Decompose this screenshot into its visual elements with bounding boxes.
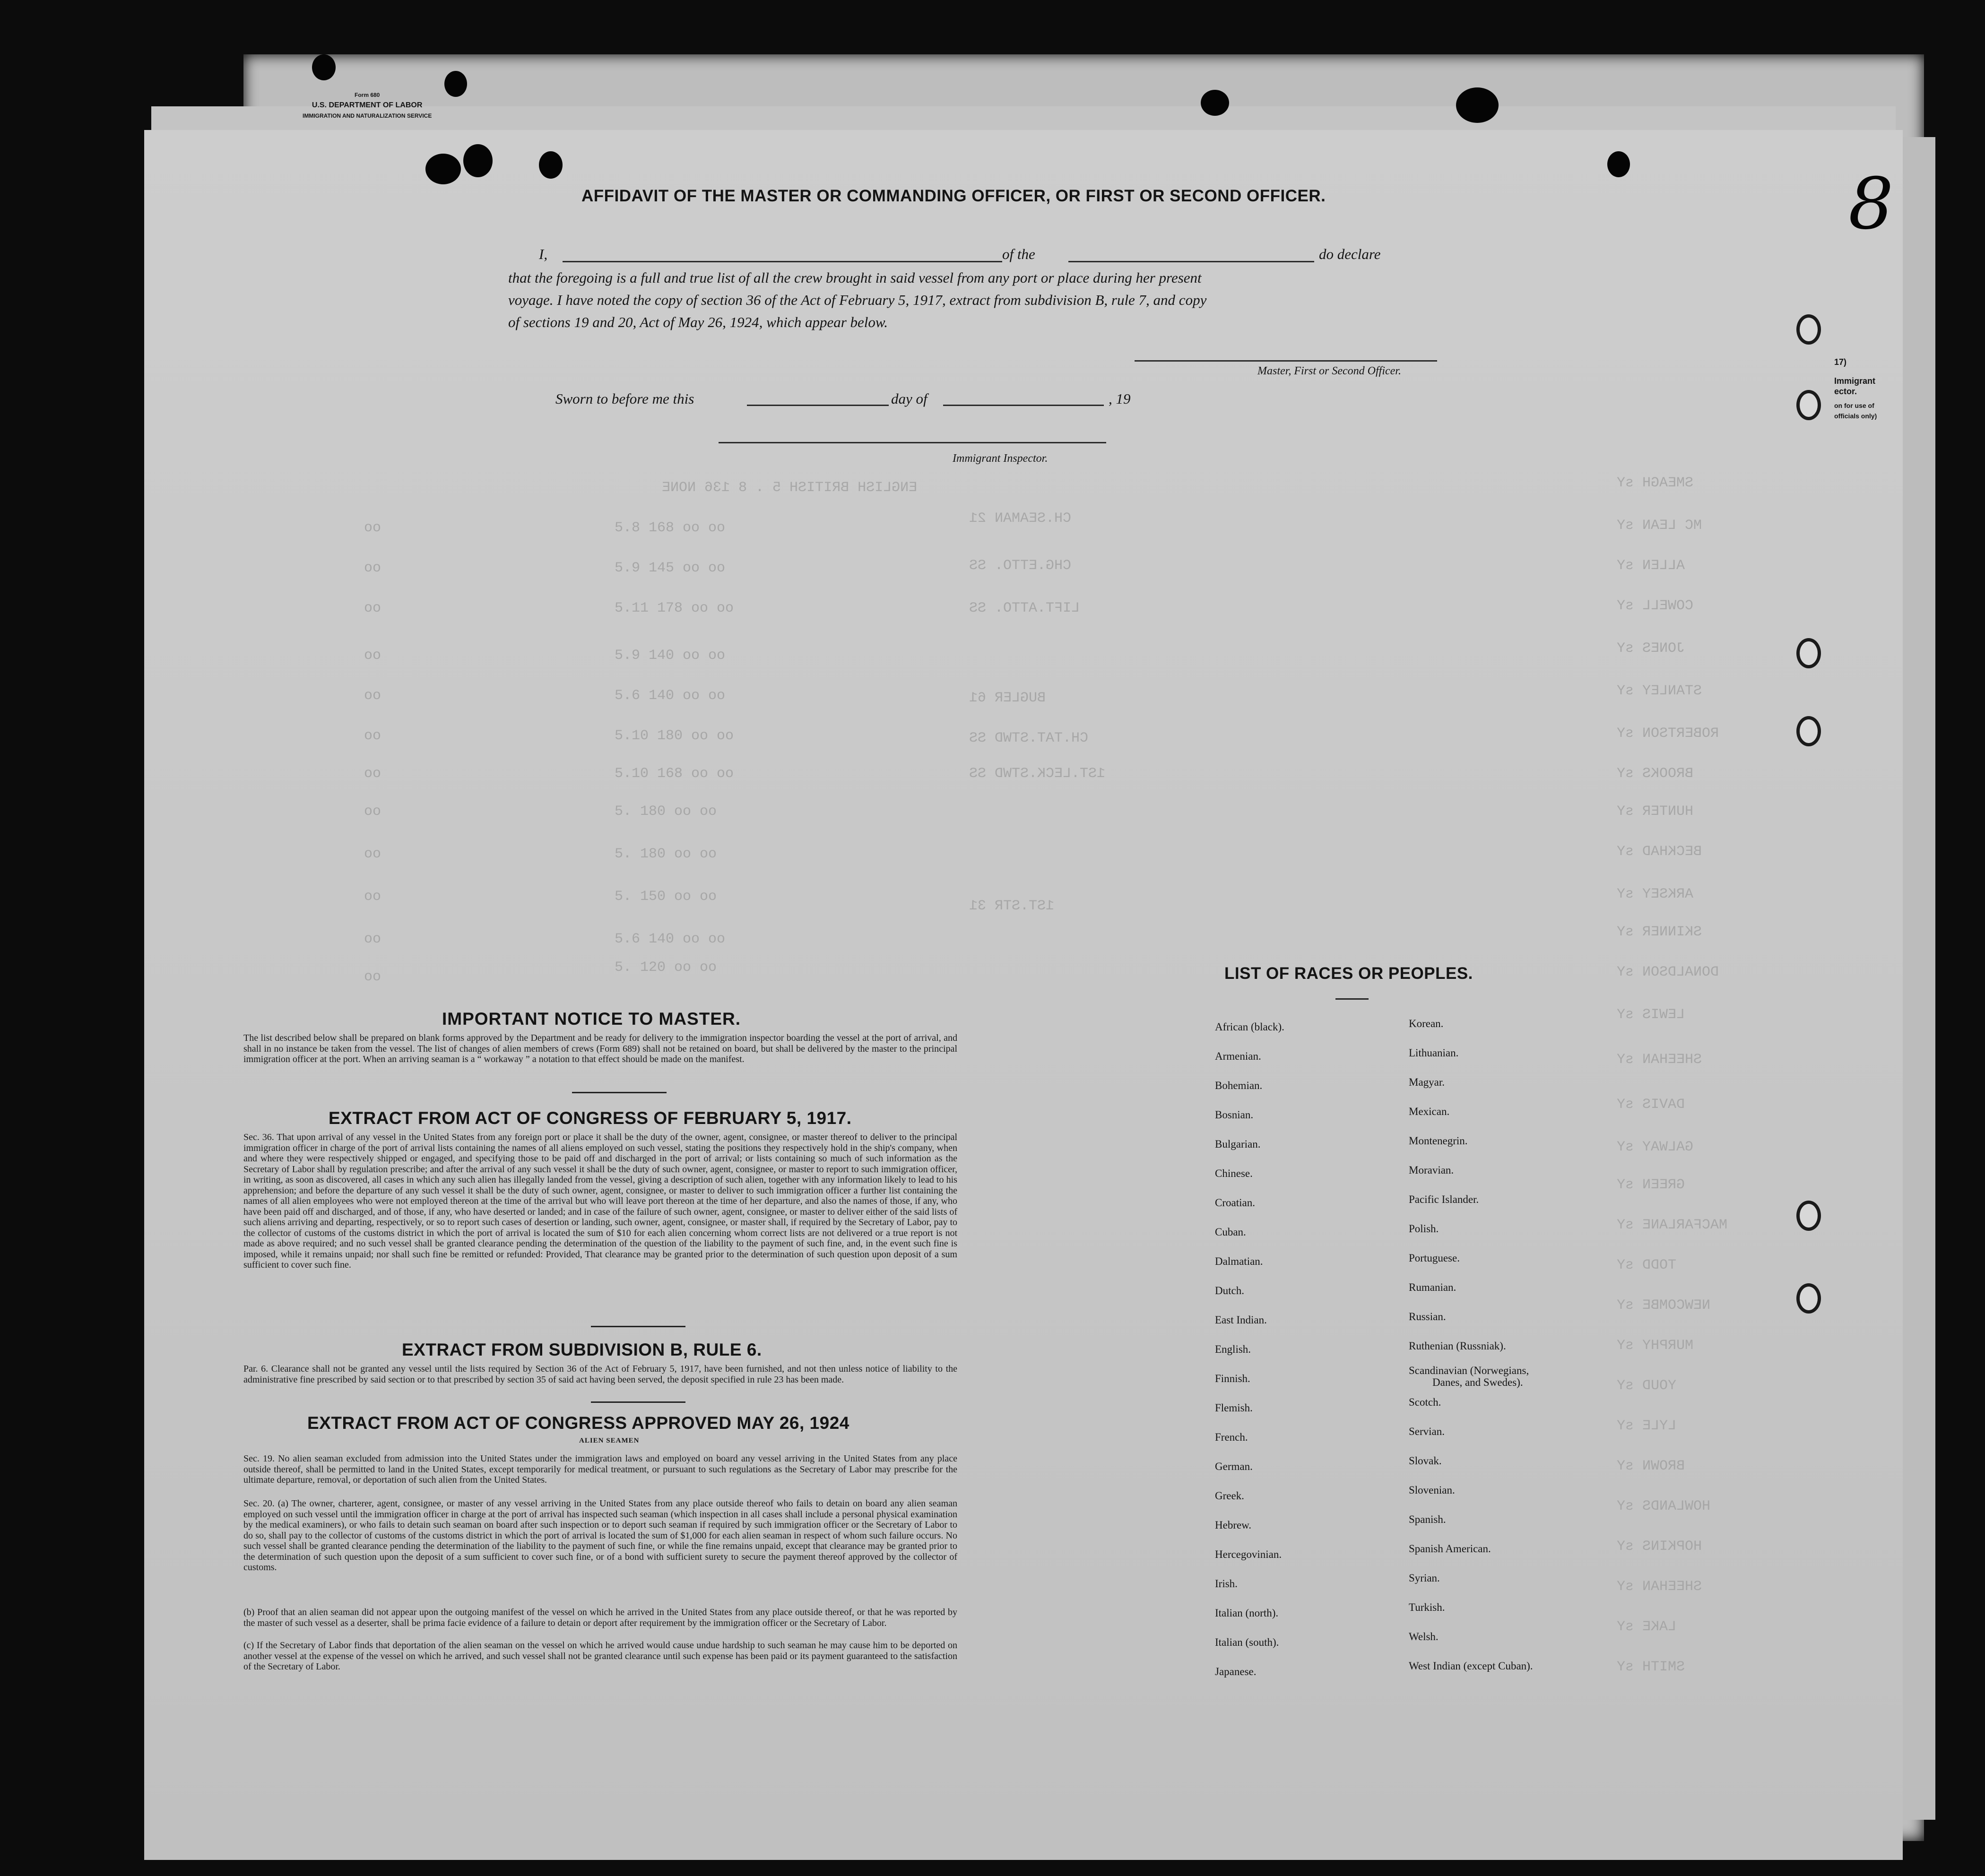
- race-item: Dutch.: [1215, 1285, 1244, 1297]
- race-item: Bosnian.: [1215, 1109, 1254, 1121]
- race-item: Rumanian.: [1409, 1281, 1456, 1293]
- punch-hole-icon: [1456, 87, 1499, 123]
- punch-hole-icon: [425, 154, 461, 184]
- race-item: Bohemian.: [1215, 1080, 1263, 1091]
- sec20c-text: (c) If the Secretary of Labor finds that deportation of the alien seaman on the vessel on which he arrived would cause undue hardship to such seaman he may cause him to be deported on another vessel at the expense of the vessel on which he arrived, and such vessel shall not be granted clearance until such expense has been paid or its payment guaranteed to the satisfaction of the Secretary of Labor.: [243, 1640, 957, 1672]
- punch-hole-icon: [444, 71, 467, 97]
- race-item-continuation: Danes, and Swedes).: [1432, 1376, 1523, 1388]
- punch-hole-icon: [1607, 151, 1630, 177]
- sec19-text: Sec. 19. No alien seaman excluded from admission into the United States under the immigration laws and employed on board any vessel arriving in the United States from any place outside thereof, shall be permitted to land in the United States, except temporarily for medical treatment, or pursuant to such regulations as the Secretary of Labor may prescribe for the ultimate departure, removal, or deportation of such alien from the United States.: [243, 1453, 957, 1485]
- race-item: French.: [1215, 1431, 1248, 1443]
- sec20b-text: (b) Proof that an alien seaman did not appear upon the outgoing manifest of the vessel on which he arrived in the United States from any place outside thereof, or that he was reported by the master of such vessel as a deserter, shall be prima facie evidence of a failure to detain or deport after requirement by the immigration officer or the Secretary of Labor.: [243, 1607, 957, 1628]
- race-item: Dalmatian.: [1215, 1255, 1263, 1267]
- punch-hole-icon: [463, 144, 493, 177]
- divider: [572, 1092, 667, 1093]
- page-number: 8: [1848, 163, 1894, 245]
- declare-prefix: I,: [539, 246, 548, 262]
- binder-ring-icon: [1796, 1201, 1821, 1231]
- extract-1924-subtitle: ALIEN SEAMEN: [579, 1437, 640, 1444]
- race-item: Italian (north).: [1215, 1607, 1279, 1619]
- form-header: [303, 90, 432, 121]
- race-item: Finnish.: [1215, 1373, 1250, 1384]
- affidavit-body-line: that the foregoing is a full and true list of all the crew brought in said vessel from any port or place during her present: [508, 269, 1202, 286]
- inspector-label: Immigrant Inspector.: [953, 452, 1048, 465]
- race-item: Ruthenian (Russniak).: [1409, 1340, 1506, 1352]
- extract-rule6-text: Par. 6. Clearance shall not be granted any vessel until the lists required by Section 36 of the Act of February 5, 1917, have been furnished, and not then unless notice of liability to the administrative fine prescribed by said section or to that prescribed by section 35 of said act having been served, the deposit specified in rule 23 has been made.: [243, 1364, 957, 1385]
- race-item: Turkish.: [1409, 1601, 1445, 1613]
- divider: [1335, 998, 1369, 1000]
- race-item: Irish.: [1215, 1578, 1238, 1590]
- divider: [591, 1401, 685, 1403]
- race-item: Hebrew.: [1215, 1519, 1252, 1531]
- race-item: Korean.: [1409, 1018, 1444, 1029]
- right-margin-line: 17): [1834, 357, 1847, 367]
- race-item: Servian.: [1409, 1426, 1445, 1437]
- race-item: Italian (south).: [1215, 1636, 1279, 1648]
- race-item: Cuban.: [1215, 1226, 1246, 1238]
- race-item: Welsh.: [1409, 1631, 1439, 1643]
- race-item: Japanese.: [1215, 1666, 1257, 1677]
- race-item: Polish.: [1409, 1223, 1439, 1235]
- sworn-day-line: [747, 405, 889, 406]
- binder-ring-icon: [1796, 314, 1821, 345]
- right-margin-line: on for use of: [1834, 402, 1874, 409]
- signature-label: Master, First or Second Officer.: [1257, 365, 1401, 377]
- race-item: Slovak.: [1409, 1455, 1442, 1467]
- sworn-year: , 19: [1109, 390, 1131, 407]
- binder-ring-icon: [1796, 1283, 1821, 1314]
- form-number: Form 680: [354, 92, 380, 98]
- punch-hole-icon: [312, 54, 336, 80]
- race-item: East Indian.: [1215, 1314, 1267, 1326]
- inspector-signature-line: [719, 442, 1106, 443]
- race-item: Armenian.: [1215, 1050, 1261, 1062]
- race-item: African (black).: [1215, 1021, 1284, 1033]
- vessel-name-line: [1068, 261, 1314, 262]
- race-item: Chinese.: [1215, 1167, 1253, 1179]
- race-item: German.: [1215, 1461, 1253, 1472]
- affidavit-body-line: voyage. I have noted the copy of section 36 of the Act of February 5, 1917, extract from subdivision B, rule 7, and copy: [508, 292, 1207, 308]
- race-item: Scandinavian (Norwegians,: [1409, 1365, 1529, 1376]
- race-item: Scotch.: [1409, 1396, 1441, 1408]
- declare-of-the: of the: [1002, 246, 1035, 262]
- important-notice-title: IMPORTANT NOTICE TO MASTER.: [442, 1009, 741, 1029]
- race-item: West Indian (except Cuban).: [1409, 1660, 1533, 1672]
- binder-ring-icon: [1796, 638, 1821, 668]
- sworn-month-line: [943, 405, 1104, 406]
- race-item: Portuguese.: [1409, 1252, 1460, 1264]
- race-item: Russian.: [1409, 1311, 1446, 1323]
- affidavit-title: AFFIDAVIT OF THE MASTER OR COMMANDING OFFICER, OR FIRST OR SECOND OFFICER.: [581, 187, 1326, 205]
- master-signature-line: [1135, 360, 1437, 362]
- right-margin-line: Immigrant: [1834, 376, 1876, 386]
- affidavit-body-line: of sections 19 and 20, Act of May 26, 1924, which appear below.: [508, 314, 888, 330]
- extract-1917-text: Sec. 36. That upon arrival of any vessel in the United States from any foreign port or place it shall be the duty of the owner, agent, consignee, or master thereof to deliver to the principal immigration officer in charge of the port of arrival lists containing the names of all aliens employed on such vessel, stating the positions they respectively hold in the ship's company, when and where they were respectively shipped or engaged, and specifying those to be paid off and discharged in the port of arrival; or lists containing so much of such information as the Secretary of Labor shall by regulation prescribe; and after the arrival of any such vessel it shall be the duty of such owner, agent, consignee, or master to report to such immigration officer, in writing, as soon as discovered, all cases in which any such alien has illegally landed from the vessel, giving a description of such alien, together with any information likely to lead to his apprehension; and before the departure of any such vessel it shall be the duty of such owner, agent, consignee, or master to deliver to such immigration officer a further list containing the names of all alien employees who were not employed thereon at the time of the arrival but who will leave port thereon at the time of her departure, and also the names of those, if any, who have been paid off and discharged, and of those, if any, who have deserted or landed; and in case of the failure of such owner, agent, consignee, or master to deliver either of the said lists of such aliens arriving and departing, respectively, or so to report such cases of desertion or landing, such owner, agent, consignee, or master shall, if required by the Secretary of Labor, pay to the collector of customs of the customs district in which the port of arrival is located the sum of $10 for each alien concerning whom correct lists are not delivered or a true report is not made as above required; and no such vessel shall be granted clearance pending the determination of the question of the liability to the payment of such fine, and, in the event such fine is imposed, while it remains unpaid; nor shall such fine be remitted or refunded: Provided, That clearance may be granted prior to the determination of such question upon deposit of a sum sufficient to cover such fine.: [243, 1132, 957, 1270]
- race-item: Syrian.: [1409, 1572, 1440, 1584]
- race-item: Croatian.: [1215, 1197, 1255, 1209]
- race-item: Pacific Islander.: [1409, 1193, 1479, 1205]
- race-item: Flemish.: [1215, 1402, 1253, 1414]
- race-item: English.: [1215, 1343, 1251, 1355]
- race-item: Lithuanian.: [1409, 1047, 1459, 1059]
- right-margin-line: officials only): [1834, 412, 1877, 420]
- right-margin-notes: [1834, 357, 1877, 421]
- master-name-line: [563, 261, 1002, 262]
- race-item: Spanish.: [1409, 1513, 1446, 1525]
- divider: [591, 1326, 685, 1327]
- extract-1924-title: EXTRACT FROM ACT OF CONGRESS APPROVED MAY 26, 1924: [307, 1413, 849, 1433]
- race-item: Moravian.: [1409, 1164, 1454, 1176]
- binder-ring-icon: [1796, 716, 1821, 746]
- races-title: LIST OF RACES OR PEOPLES.: [1224, 964, 1473, 983]
- important-notice-text: The list described below shall be prepared on blank forms approved by the Department and be ready for delivery to the immigration inspector boarding the vessel at the port of arrival, and shall in no instance be taken from the vessel. The list of changes of alien members of crews (Form 689) shall not be retained on board, but shall be delivered by the master to the principal immigration officer at the port. When an arriving seaman is a “ workaway ” a notation to that effect should be made on the manifest.: [243, 1033, 957, 1064]
- sworn-prefix: Sworn to before me this: [555, 390, 694, 407]
- main-sheet: [144, 130, 1903, 1860]
- race-item: Mexican.: [1409, 1106, 1450, 1117]
- punch-hole-icon: [1201, 90, 1229, 116]
- race-item: Bulgarian.: [1215, 1138, 1261, 1150]
- declare-suffix: do declare: [1319, 246, 1381, 262]
- race-item: Slovenian.: [1409, 1484, 1455, 1496]
- punch-hole-icon: [539, 151, 563, 179]
- race-item: Hercegovinian.: [1215, 1548, 1282, 1560]
- race-item: Spanish American.: [1409, 1543, 1491, 1555]
- race-item: Montenegrin.: [1409, 1135, 1468, 1147]
- race-item: Magyar.: [1409, 1076, 1445, 1088]
- extract-rule6-title: EXTRACT FROM SUBDIVISION B, RULE 6.: [402, 1340, 762, 1359]
- service-name: IMMIGRATION AND NATURALIZATION SERVICE: [303, 112, 432, 119]
- sec20a-text: Sec. 20. (a) The owner, charterer, agent, consignee, or master of any vessel arriving in the United States from any place outside thereof who fails to detain on board any alien seaman employed on such vessel until the immigration officer in charge at the port of arrival has inspected such seaman (which inspection in all cases shall include a personal physical examination by the medical examiners), or who fails to detain such seaman on board after such inspection or to deport such seaman if required by such immigration officer or the Secretary of Labor to do so, shall pay to the collector of customs of the customs district in which the port of arrival is located the sum of $1,000 for each alien seaman in respect of whom such failure occurs. No such vessel shall be granted clearance pending the determination of the liability to the payment of such fine, or while the fine remains unpaid, except that clearance may be granted prior to the determination of such question upon the deposit of a sum sufficient to cover such fine, or of a bond with sufficient surety to secure the payment thereof approved by the collector of customs.: [243, 1498, 957, 1573]
- extract-1917-title: EXTRACT FROM ACT OF CONGRESS OF FEBRUARY 5, 1917.: [329, 1108, 852, 1128]
- race-item: Greek.: [1215, 1490, 1244, 1502]
- right-margin-line: ector.: [1834, 387, 1857, 396]
- department-name: U.S. DEPARTMENT OF LABOR: [312, 101, 423, 109]
- sworn-day-of: day of: [891, 390, 927, 407]
- binder-ring-icon: [1796, 390, 1821, 420]
